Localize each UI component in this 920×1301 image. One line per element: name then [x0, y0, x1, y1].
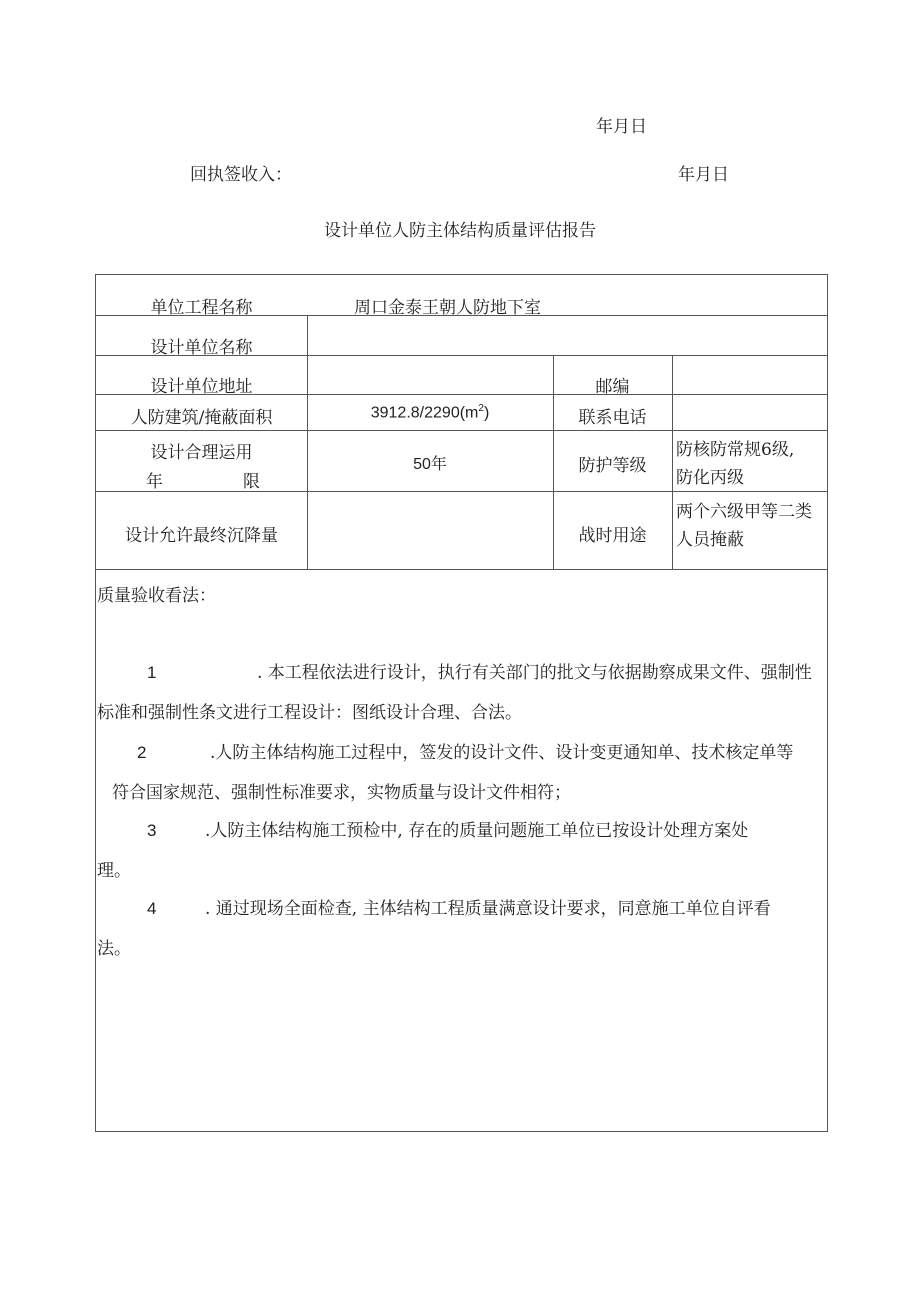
item-number: 4: [147, 899, 157, 918]
wartime-use-label: 战时用途: [578, 526, 647, 546]
protection-level-value-line2: 防化丙级: [676, 468, 744, 488]
opinion-item: [97, 811, 825, 891]
design-unit-address-label: 设计单位地址: [150, 377, 253, 397]
item-text-line2: 理。: [97, 861, 131, 881]
opinion-heading: 质量验收看法：: [97, 586, 216, 606]
item-text-line1: . 本工程依法进行设计，执行有关部门的批文与依据勘察成果文件、强制性: [257, 663, 812, 683]
item-text-line1: . 通过现场全面检查, 主体结构工程质量满意设计要求，同意施工单位自评看: [205, 899, 771, 919]
project-name-value: 周口金泰王朝人防地下室: [354, 298, 541, 318]
date-line-top: 年月日: [596, 117, 647, 137]
item-text-line1: .人防主体结构施工过程中，签发的设计文件、设计变更通知单、技术核定单等: [210, 743, 794, 763]
phone-label: 联系电话: [578, 408, 647, 428]
item-text-line2: 标准和强制性条文进行工程设计：图纸设计合理、合法。: [97, 703, 522, 723]
item-number: 1: [147, 663, 157, 682]
item-text-line1: .人防主体结构施工预检中, 存在的质量问题施工单位已按设计处理方案处: [205, 821, 749, 841]
row-divider: [96, 430, 827, 431]
column-divider: [307, 315, 308, 569]
opinion-item: [97, 889, 825, 969]
report-form-table: [95, 274, 828, 1132]
report-title: 设计单位人防主体结构质量评估报告: [324, 221, 596, 241]
receipt-label: 回执签收入：: [190, 165, 292, 185]
area-value: $3912.8/2290(m^2)$: [370, 403, 490, 422]
opinion-item: [97, 653, 825, 733]
opinion-item: [97, 733, 825, 813]
wartime-use-value-line2: 人员掩蔽: [676, 530, 744, 550]
protection-level-value-line1: 防核防常规6级,: [676, 440, 795, 460]
item-text-line2: 法。: [97, 939, 131, 959]
protection-level-label: 防护等级: [578, 456, 647, 476]
service-life-label-limit: 限: [243, 472, 260, 492]
column-divider: [672, 355, 673, 569]
design-unit-name-label: 设计单位名称: [150, 338, 253, 358]
wartime-use-value-line1: 两个六级甲等二类: [676, 502, 812, 522]
service-life-value: 50年: [413, 456, 447, 473]
service-life-label-line1: 设计合理运用: [150, 443, 253, 463]
area-label: 人防建筑/掩蔽面积: [130, 408, 273, 428]
item-text-line2: 符合国家规范、强制性标准要求，实物质量与设计文件相符；: [112, 783, 571, 803]
row-divider: [96, 569, 827, 570]
date-line-receipt: 年月日: [678, 165, 729, 185]
item-number: 2: [137, 743, 147, 762]
settlement-label: 设计允许最终沉降量: [125, 526, 278, 546]
row-divider: [96, 491, 827, 492]
item-number: 3: [147, 821, 157, 840]
project-name-label: 单位工程名称: [150, 298, 253, 318]
service-life-label-year: 年: [146, 472, 163, 492]
postcode-label: 邮编: [595, 377, 630, 397]
